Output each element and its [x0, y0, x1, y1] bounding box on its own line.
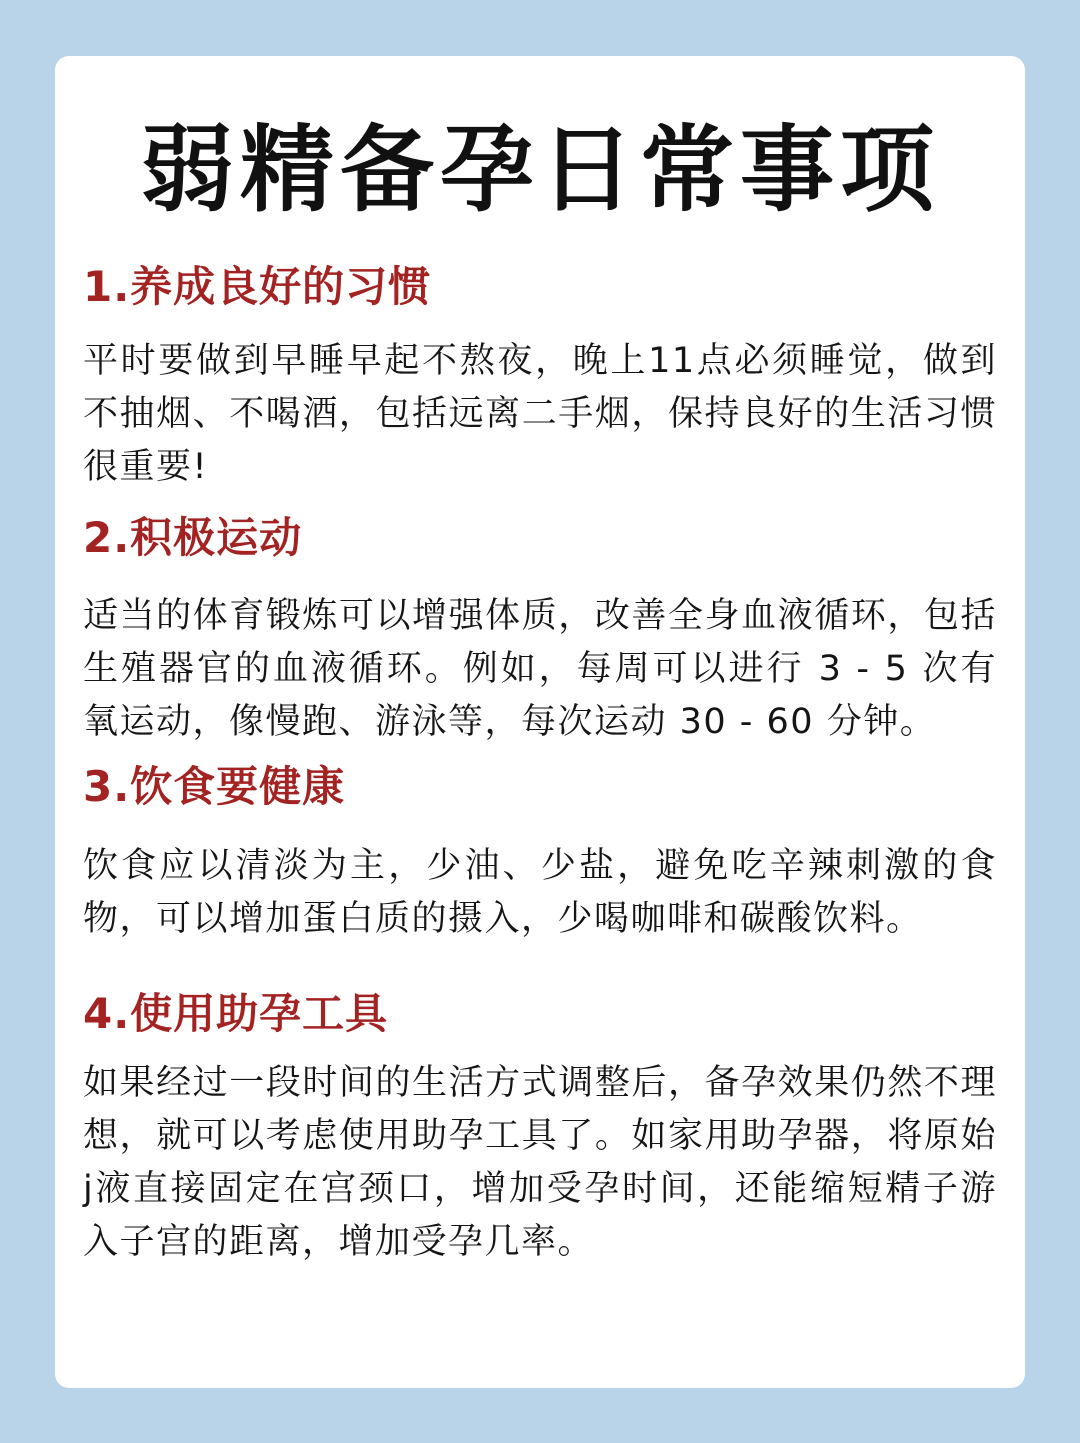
section-heading-diet: 3.饮食要健康 [83, 762, 346, 811]
section-body-tools: 如果经过一段时间的生活方式调整后，备孕效果仍然不理想，就可以考虑使用助孕工具了。如家用助孕器，将原始j液直接固定在宫颈口，增加受孕时间，还能缩短精子游入子宫的距离，增加受孕几率。 [83, 1063, 997, 1262]
section-body-habits: 平时要做到早睡早起不熬夜，晚上11点必须睡觉，做到不抽烟、不喝酒，包括远离二手烟，保持良好的生活习惯很重要! [83, 341, 997, 487]
section-heading-habits: 1.养成良好的习惯 [83, 262, 432, 311]
page-title: 弱精备孕日常事项 [139, 116, 940, 225]
section-body-diet: 饮食应以清淡为主，少油、少盐，避免吃辛辣刺激的食物，可以增加蛋白质的摄入，少喝咖啡和碳酸饮料。 [83, 846, 997, 939]
section-heading-tools: 4.使用助孕工具 [83, 989, 389, 1038]
content-card [55, 56, 1025, 1388]
section-heading-exercise: 2.积极运动 [83, 513, 303, 562]
section-body-exercise: 适当的体育锻炼可以增强体质，改善全身血液循环，包括生殖器官的血液循环。例如，每周可以进行 3 - 5 次有氧运动，像慢跑、游泳等，每次运动 30 - 60 分钟。 [83, 596, 997, 742]
